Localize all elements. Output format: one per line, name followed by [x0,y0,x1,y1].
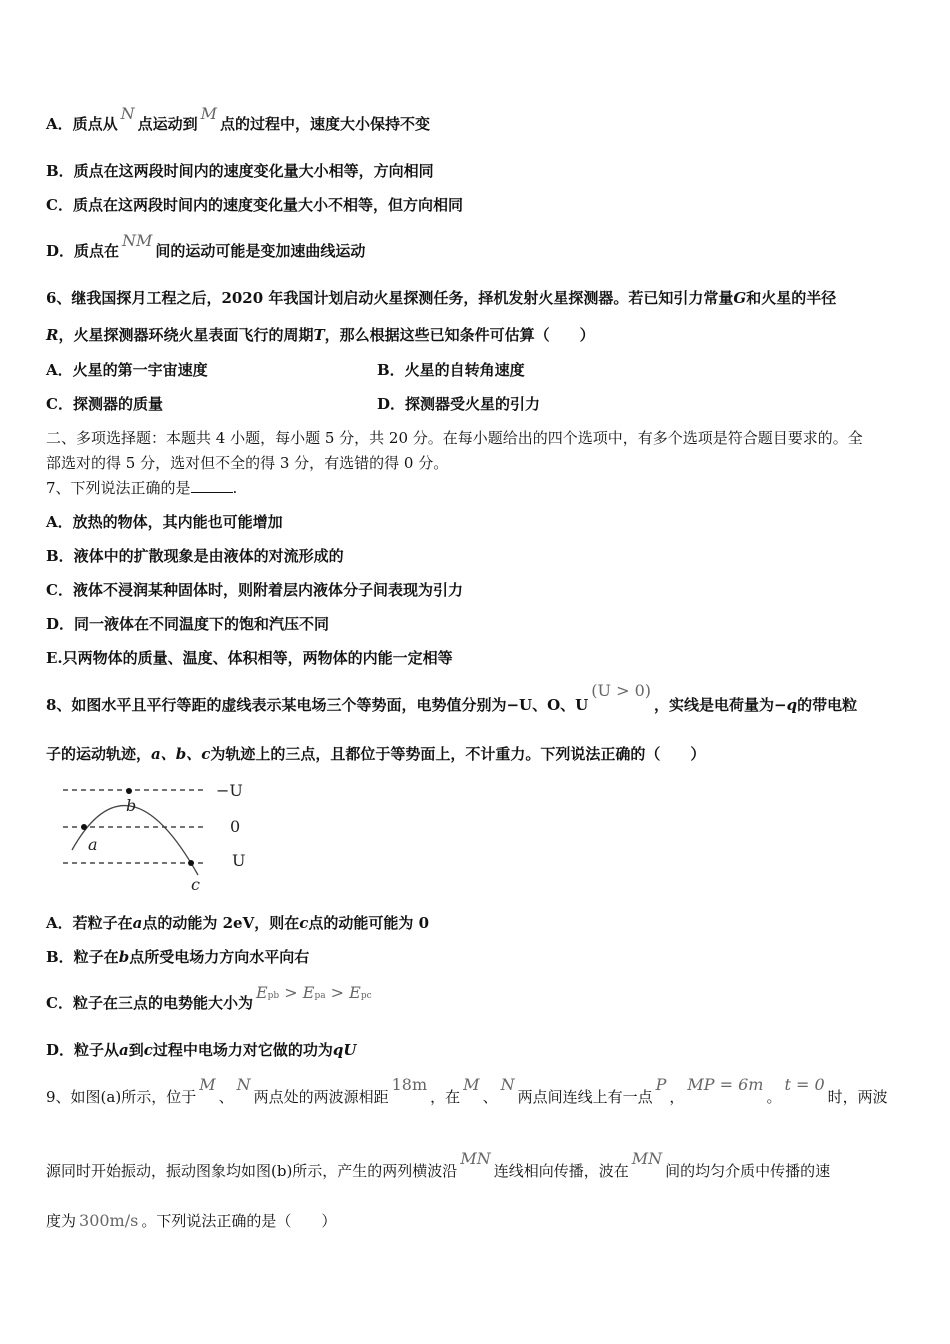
var-c: c [299,914,309,932]
label-point-b: b [126,796,137,815]
var-a-2: a [119,1041,129,1059]
math-distance: 18m [391,1075,428,1094]
sub-pa: pa [314,991,326,1001]
q9-text-5: 时，两波 [827,1088,888,1106]
math-mn-2: MN [631,1149,663,1168]
section2-line-2: 部选对的得 5 分，选对但不全的得 3 分，有选错的得 0 分。 [46,454,449,472]
point-b-dot [126,788,132,794]
answer-blank [191,478,233,493]
var-q: −q [774,696,798,714]
q7-stem-text: 7、下列说法正确的是 [46,479,191,497]
q5-a-text-2: 点运动到 [137,115,198,133]
point-a-dot [81,824,87,830]
q6-option-b: B．火星的自转角速度 [377,361,525,379]
q6-text-2: 和火星的半径 [746,289,837,307]
q5-d-text-1: D．质点在 [46,242,120,260]
var-r: R [46,326,59,344]
math-n: N [120,104,135,123]
q5-option-d [46,231,908,262]
math-t: t = 0 [784,1075,825,1094]
q8-stem-line-2 [46,743,908,765]
var-g: G [733,289,747,307]
q5-option-a [46,104,908,135]
q7-option-c: C．液体不浸润某种固体时，则附着层内液体分子间表现为引力 [46,581,463,599]
gt-1: > [279,983,303,1002]
q8-text-4: 子的运动轨迹， [46,745,152,763]
q7-stem [46,477,908,499]
q9-text-4: 两点间连线上有一点 [517,1088,653,1106]
q9-stem-line-1 [46,1075,908,1108]
q9-sep-1: 、 [218,1088,234,1106]
q9-stem-line-2 [46,1149,908,1182]
section2-line-1: 二、多项选择题：本题共 4 小题，每小题 5 分，共 20 分。在每小题给出的四个选项中，有多个选项是符合题目要求的。全 [46,429,863,447]
label-point-c: c [191,875,200,894]
q8-option-c [46,983,908,1017]
q8-text-1: 8、如图水平且平行等距的虚线表示某电场三个等势面，电势值分别为 [46,696,507,714]
q8-a-text-1: A．若粒子在 [46,914,133,932]
label-point-a: a [88,835,98,854]
q8-d-text-3: 过程中电场力对它做的功为 [152,1041,333,1059]
q8-potentials: −U、O、U [506,696,589,714]
q8-a-text-3: 点的动能可能为 0 [308,914,430,932]
q8-condition: (U > 0) [591,681,651,700]
q8-d-text-1: D．粒子从 [46,1041,120,1059]
var-c-2: c [143,1041,153,1059]
point-c-dot [188,860,194,866]
math-mn-1: MN [460,1149,491,1168]
q8-option-d [46,1039,908,1061]
label-minus-u: −U [216,781,243,800]
q6-text-1: 6、继我国探月工程之后，2020 年我国计划启动火星探测任务，择机发射火星探测器。若已知引力常量 [46,289,734,307]
label-u: U [232,851,246,870]
q9-text-2: 两点处的两波源相距 [253,1088,389,1106]
math-m: M [200,104,218,123]
q8-text-5: 为轨迹上的三点，且都位于等势面上，不计重力。下列说法正确的（ ） [210,745,706,763]
q6-options-row-2 [46,393,908,415]
e-pa: E [302,983,315,1002]
math-n-1: N [236,1075,251,1094]
q6-options-row-1 [46,359,908,381]
q7-stem-end: . [232,479,238,497]
q8-a-text-2: 点的动能为 2eV，则在 [142,914,300,932]
q8-b-text-2: 点所受电场力方向水平向右 [129,948,310,966]
q9-text-9: 度为 [46,1212,77,1230]
equipotential-figure [58,780,258,896]
q7-option-a: A．放热的物体，其内能也可能增加 [46,513,283,531]
q8-c-text: C．粒子在三点的电势能大小为 [46,994,253,1012]
q6-text-4: ，那么根据这些已知条件可估算（ ） [324,326,595,344]
e-pc: E [349,983,361,1002]
q8-option-a [46,912,908,934]
q6-stem-line-1 [46,287,908,309]
q5-d-text-2: 间的运动可能是变加速曲线运动 [155,242,366,260]
q6-stem-line-2 [46,324,908,346]
q9-text-7: 连线相向传播，波在 [493,1162,629,1180]
math-n-2: N [500,1075,515,1094]
q6-option-c: C．探测器的质量 [46,395,163,413]
gt-2: > [325,983,350,1002]
q9-text-3: ，在 [430,1088,461,1106]
q8-option-b [46,946,908,968]
energy-inequality [256,983,372,1002]
var-a: a [132,914,143,932]
sub-pc: pc [360,991,372,1001]
var-t: T [313,326,325,344]
math-m-2: M [463,1075,480,1094]
q5-a-text-1: A．质点从 [46,115,118,133]
q7-option-b: B．液体中的扩散现象是由液体的对流形成的 [46,547,344,565]
q5-option-b: B．质点在这两段时间内的速度变化量大小相等，方向相同 [46,162,434,180]
q8-text-2: ，实线是电荷量为 [654,696,775,714]
math-p: P [655,1075,667,1094]
q7-option-e: E.只两物体的质量、温度、体积相等，两物体的内能一定相等 [46,649,453,667]
label-zero: 0 [230,817,241,836]
q8-text-3: 的带电粒 [797,696,858,714]
e-pb: E [255,983,268,1002]
q9-comma: ， [669,1088,685,1106]
q7-option-d: D．同一液体在不同温度下的饱和汽压不同 [46,615,330,633]
sub-pb: pb [267,991,280,1001]
var-qu: qU [332,1041,357,1059]
q9-text-8: 间的均匀介质中传播的速 [665,1162,831,1180]
q9-stem-line-3 [46,1210,908,1232]
math-mp: MP = 6m [687,1075,764,1094]
math-velocity: 300m/s [79,1211,139,1230]
q8-stem-line-1 [46,681,908,716]
q9-text-6: 源同时开始振动，振动图象均如图(b)所示，产生的两列横波沿 [46,1162,458,1180]
q8-points: a、b、c [151,745,211,763]
q9-dot: 。 [766,1088,782,1106]
q8-d-text-2: 到 [128,1041,144,1059]
q8-b-text-1: B．粒子在 [46,948,119,966]
math-nm: NM [122,231,153,250]
q5-option-c: C．质点在这两段时间内的速度变化量大小不相等，但方向相同 [46,196,463,214]
q6-option-d: D．探测器受火星的引力 [377,395,541,413]
q9-text-1: 9、如图(a)所示，位于 [46,1088,197,1106]
q5-a-text-3: 点的过程中，速度大小保持不变 [220,115,431,133]
q9-text-10: 。下列说法正确的是（ ） [141,1212,337,1230]
q9-sep-2: 、 [482,1088,498,1106]
var-b: b [118,948,130,966]
math-m-1: M [199,1075,216,1094]
q6-text-3: ，火星探测器环绕火星表面飞行的周期 [58,326,314,344]
q6-option-a: A．火星的第一宇宙速度 [46,361,208,379]
